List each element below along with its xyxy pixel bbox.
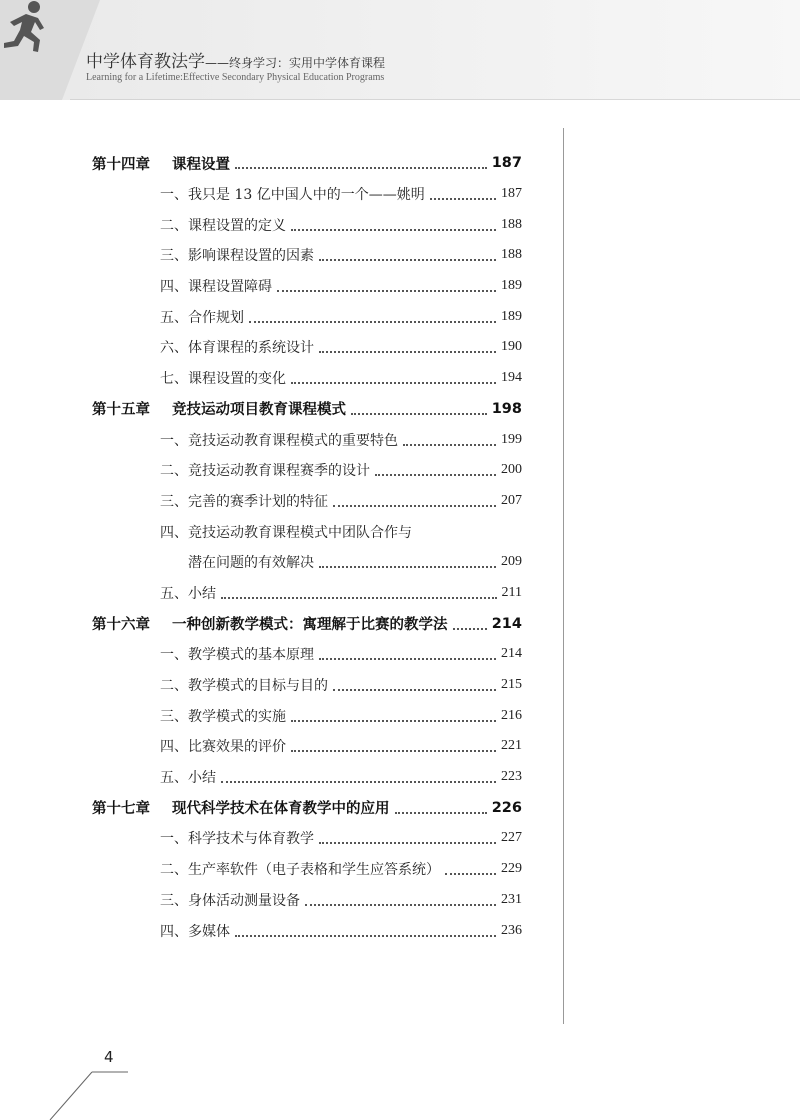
- toc-section-row: [92, 578, 522, 609]
- section-title: 三、身体活动测量设备: [160, 892, 300, 909]
- chapter-number: 第十五章: [92, 402, 150, 419]
- dot-leader: [333, 505, 496, 507]
- toc-chapter-row: [92, 792, 522, 823]
- page-ref: 214: [501, 646, 522, 662]
- toc-section-row: [92, 271, 522, 302]
- toc-section-row: [92, 915, 522, 946]
- book-title-main: 中学体育教法学: [86, 52, 205, 72]
- dot-leader: [319, 842, 496, 844]
- page-ref: 200: [501, 462, 522, 478]
- section-title: 五、合作规划: [160, 309, 244, 326]
- page-ref: 207: [501, 492, 522, 508]
- section-title: 二、课程设置的定义: [160, 217, 286, 234]
- section-title: 六、体育课程的系统设计: [160, 340, 314, 357]
- dot-leader: [319, 259, 496, 261]
- page-ref: 215: [501, 677, 522, 693]
- page-number: 4: [104, 1048, 114, 1066]
- section-title: 四、比赛效果的评价: [160, 739, 286, 756]
- page-ref: 199: [501, 431, 522, 447]
- toc-section-row: [92, 670, 522, 701]
- dot-leader: [319, 566, 496, 568]
- page-ref: 226: [491, 799, 522, 816]
- page-ref: 211: [501, 584, 522, 600]
- toc-section-row: [92, 885, 522, 916]
- toc-section-row: [92, 179, 522, 210]
- dot-leader: [235, 167, 487, 169]
- toc-section-row: [92, 762, 522, 793]
- section-title: 七、课程设置的变化: [160, 371, 286, 388]
- dot-leader: [221, 597, 497, 599]
- toc-chapter-row: [92, 608, 522, 639]
- dot-leader: [305, 904, 496, 906]
- chapter-title: 课程设置: [172, 156, 230, 173]
- dot-leader: [235, 935, 496, 937]
- chapter-number: 第十四章: [92, 156, 150, 173]
- page-header: [0, 0, 800, 100]
- dot-leader: [249, 321, 496, 323]
- dot-leader: [430, 198, 496, 200]
- page-ref: 189: [501, 278, 522, 294]
- chapter-title: 竞技运动项目教育课程模式: [172, 402, 346, 419]
- toc-section-row: [92, 363, 522, 394]
- dot-leader: [291, 750, 496, 752]
- page-ref: 216: [501, 707, 522, 723]
- section-title: 四、多媒体: [160, 923, 230, 940]
- toc-section-row: [92, 301, 522, 332]
- dot-leader: [375, 474, 496, 476]
- dot-leader: [291, 382, 496, 384]
- page-ref: 223: [501, 769, 522, 785]
- toc-section-row: [92, 823, 522, 854]
- page-ref: 231: [501, 891, 522, 907]
- runner-icon: [0, 0, 50, 54]
- section-title: 三、教学模式的实施: [160, 708, 286, 725]
- dot-leader: [277, 290, 496, 292]
- page-ref: 187: [501, 186, 522, 202]
- chapter-number: 第十七章: [92, 801, 150, 818]
- page-ref: 190: [501, 339, 522, 355]
- page-ref: 229: [501, 861, 522, 877]
- page-ref: 221: [501, 738, 522, 754]
- section-title: 一、竞技运动教育课程模式的重要特色: [160, 432, 398, 449]
- dot-leader: [333, 689, 496, 691]
- page-ref: 236: [501, 922, 522, 938]
- section-title: 五、小结: [160, 585, 216, 602]
- toc-chapter-row: [92, 148, 522, 179]
- book-title-sub: ——终身学习：实用中学体育课程: [205, 56, 386, 70]
- toc-section-row: [92, 240, 522, 271]
- toc-section-row: [92, 516, 522, 547]
- toc-section-row: [92, 854, 522, 885]
- dot-leader: [453, 628, 487, 630]
- page-ref: 189: [501, 308, 522, 324]
- toc-chapter-row: [92, 394, 522, 425]
- section-title: 四、课程设置障碍: [160, 279, 272, 296]
- page-ref: 187: [491, 155, 522, 172]
- dot-leader: [395, 812, 487, 814]
- dot-leader: [403, 444, 496, 446]
- section-title: 潜在问题的有效解决: [188, 555, 314, 572]
- book-title: [86, 47, 385, 72]
- section-title: 二、生产率软件（电子表格和学生应答系统）: [160, 862, 440, 879]
- page-ref: 214: [491, 615, 522, 632]
- footer-decoration: [0, 1060, 140, 1120]
- chapter-number: 第十六章: [92, 617, 150, 634]
- section-title: 二、教学模式的目标与目的: [160, 678, 328, 695]
- toc-section-row: [92, 455, 522, 486]
- toc-section-row: [92, 209, 522, 240]
- toc-section-row: [92, 639, 522, 670]
- toc-section-row: [92, 332, 522, 363]
- toc-section-row: [92, 424, 522, 455]
- toc-section-row: [92, 731, 522, 762]
- page-ref: 188: [501, 216, 522, 232]
- page-ref: 198: [491, 400, 522, 417]
- toc-section-continuation: [92, 547, 522, 578]
- chapter-title: 一种创新教学模式：寓理解于比赛的教学法: [172, 617, 448, 634]
- section-title: 四、竞技运动教育课程模式中团队合作与: [160, 524, 412, 541]
- section-title: 三、影响课程设置的因素: [160, 248, 314, 265]
- page-ref: 188: [501, 247, 522, 263]
- section-title: 五、小结: [160, 770, 216, 787]
- section-title: 一、科学技术与体育教学: [160, 831, 314, 848]
- page-ref: 227: [501, 830, 522, 846]
- page-ref: 194: [501, 370, 522, 386]
- dot-leader: [291, 720, 496, 722]
- column-divider: [563, 128, 564, 1024]
- dot-leader: [319, 658, 496, 660]
- section-title: 二、竞技运动教育课程赛季的设计: [160, 463, 370, 480]
- toc-section-row: [92, 486, 522, 517]
- dot-leader: [445, 873, 496, 875]
- chapter-title: 现代科学技术在体育教学中的应用: [172, 801, 390, 818]
- dot-leader: [319, 351, 496, 353]
- page-ref: 209: [501, 554, 522, 570]
- section-title: 一、我只是 13 亿中国人中的一个——姚明: [160, 187, 425, 204]
- table-of-contents: [92, 148, 522, 946]
- dot-leader: [291, 229, 496, 231]
- book-title-english: Learning for a Lifetime:Effective Secondary Physical Education Programs: [86, 72, 385, 83]
- section-title: 三、完善的赛季计划的特征: [160, 493, 328, 510]
- dot-leader: [351, 413, 487, 415]
- toc-section-row: [92, 700, 522, 731]
- dot-leader: [221, 781, 496, 783]
- section-title: 一、教学模式的基本原理: [160, 647, 314, 664]
